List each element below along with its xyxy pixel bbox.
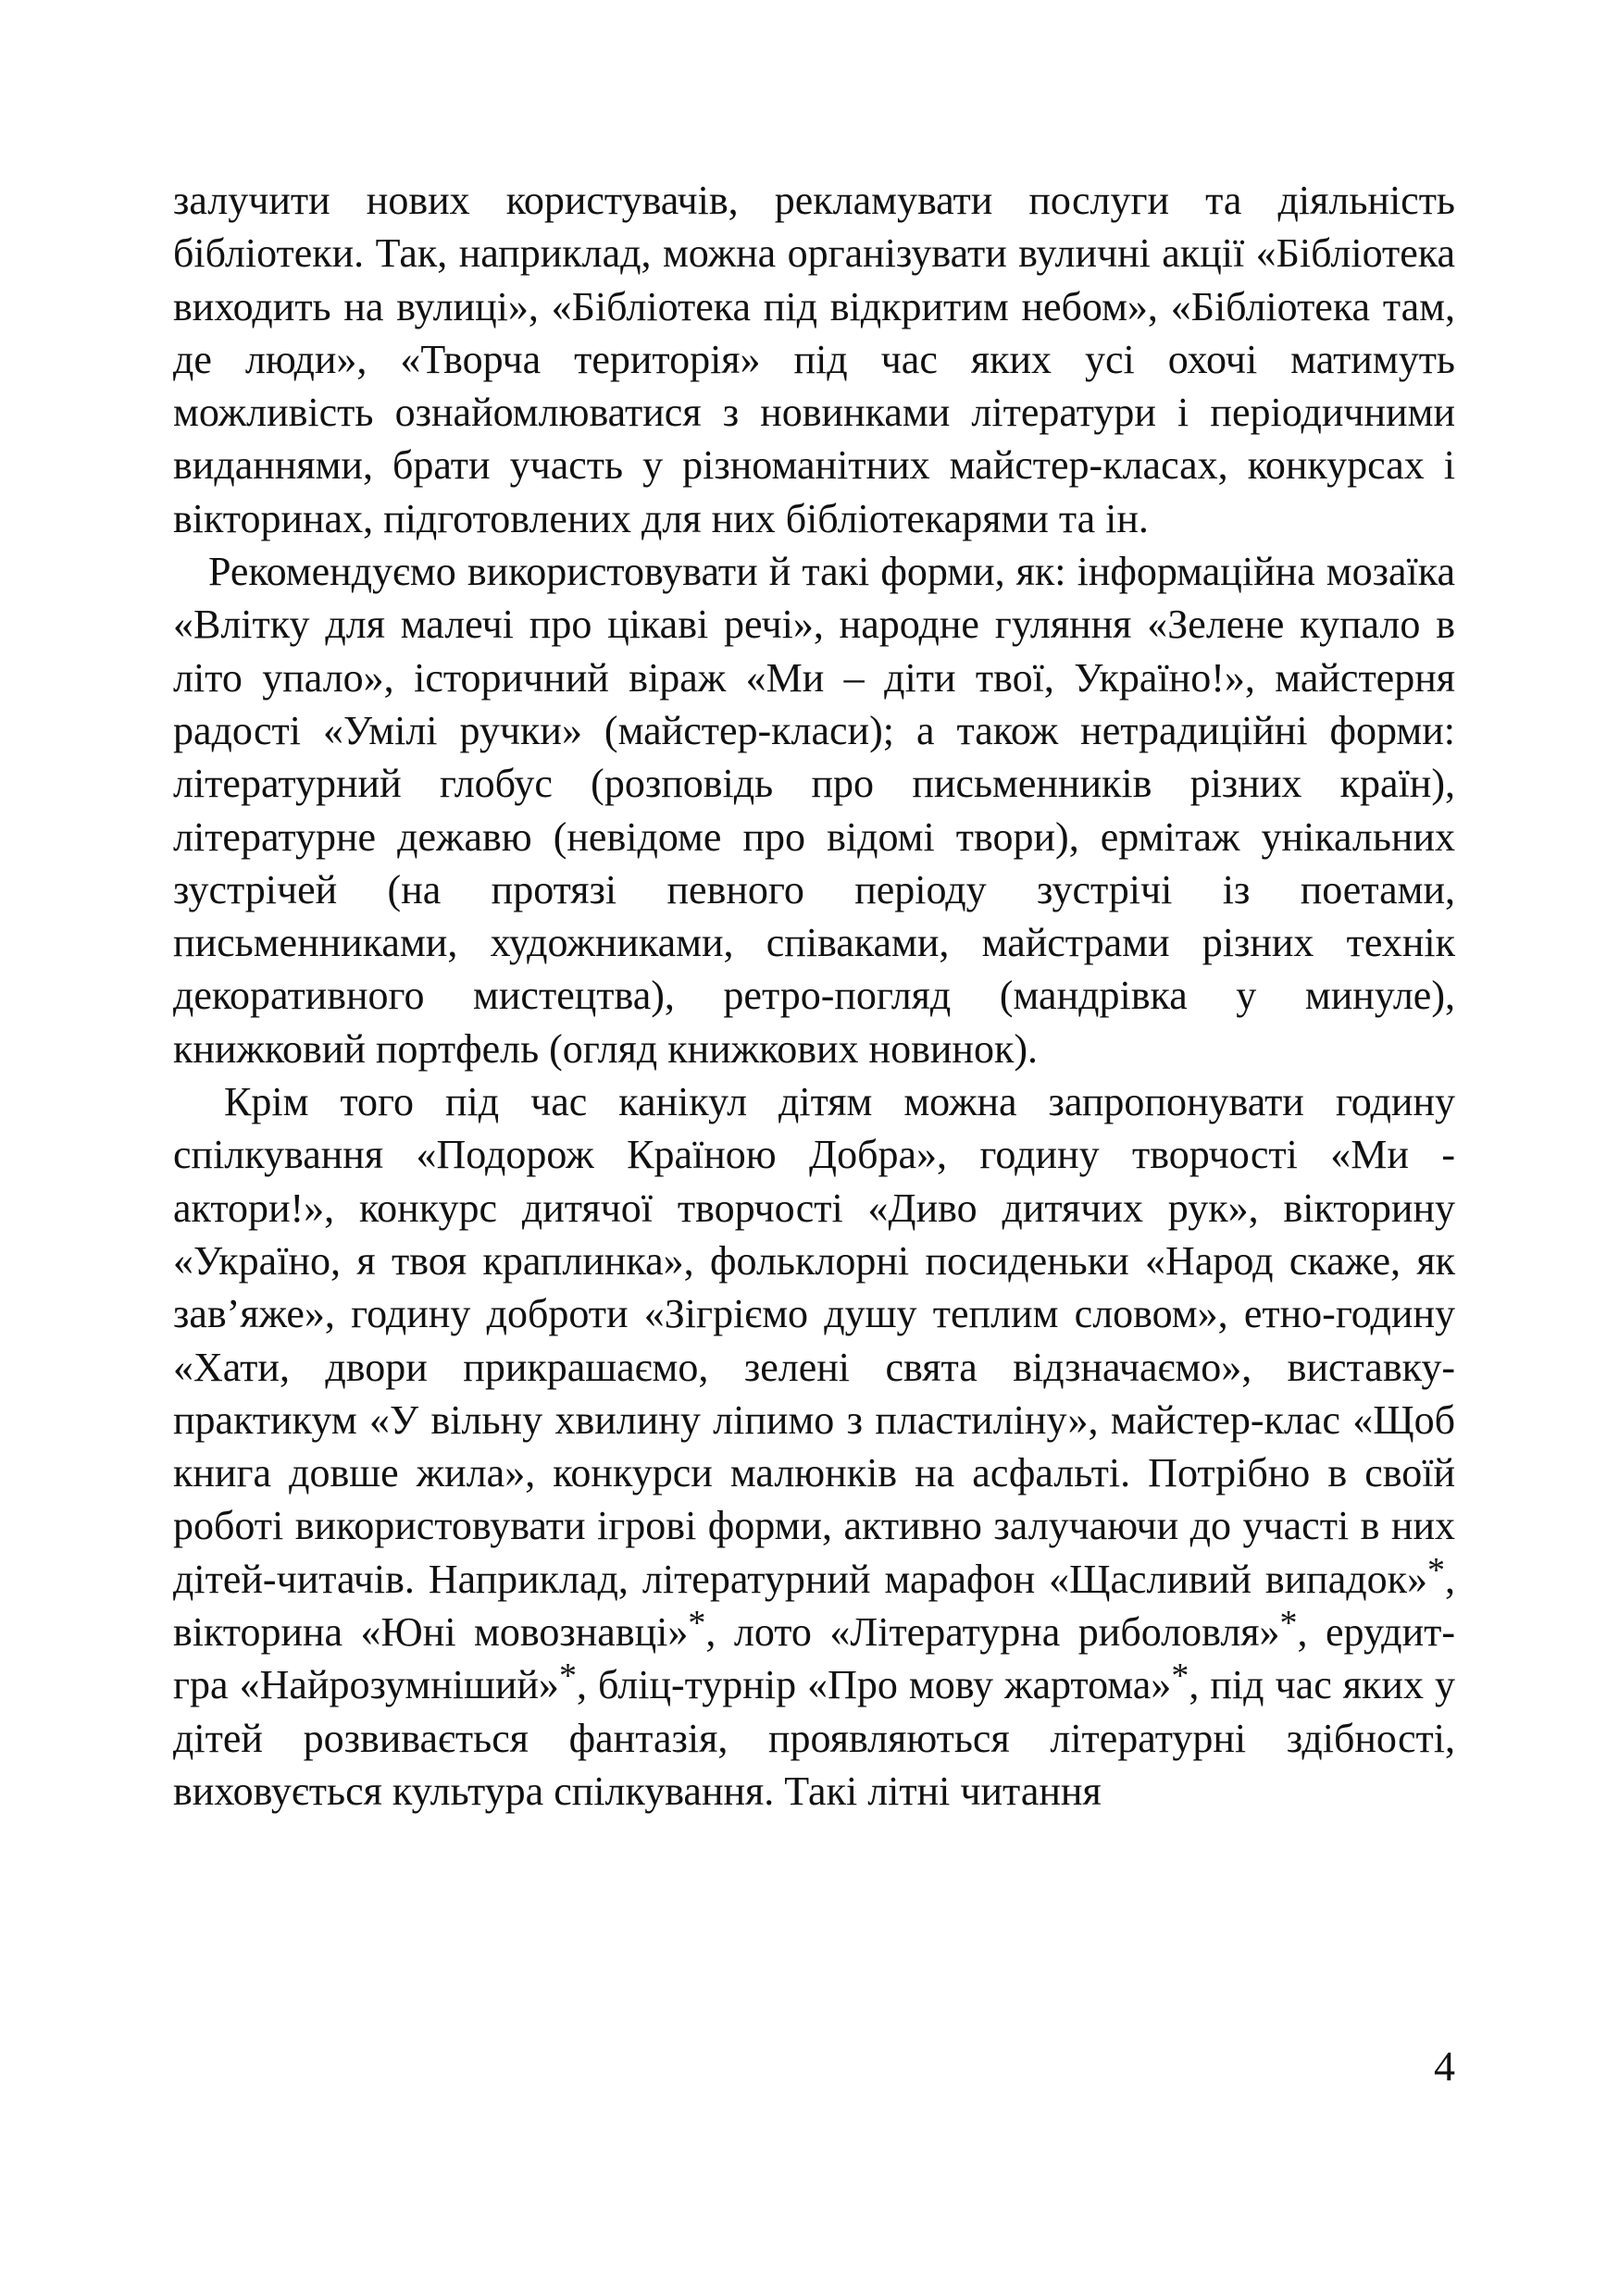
asterisk-mark: *: [1171, 1657, 1189, 1696]
paragraph-3-part-6: , під час яких у дітей розвивається фантазія, проявляються літературні здібності, виховується культура спілкування. Такі літні читання: [173, 1662, 1455, 1814]
paragraph-3-part-1: Крім того під час канікул дітям можна запропонувати годину спілкування «Подорож Країною Добра», годину творчості «Ми - актори!», конкурс дитячої творчості «Диво дитячих рук», вікторину «Україно, я твоя краплинка», фольклорні посиденьки «Народ скаже, як зав’яже», годину доброти «Зігріємо душу теплим словом», етно-годину «Хати, двори прикрашаємо, зелені свята відзначаємо», виставку-практикум «У вільну хвилину ліпимо з пластиліну», майстер-клас «Щоб книга довше жила», конкурси малюнків на асфальті. Потрібно в своїй роботі використовувати ігрові форми, активно залучаючи до участі в них дітей-читачів. Наприклад, літературний марафон «Щасливий випадок»: [173, 1079, 1455, 1602]
body-text: [173, 174, 1455, 1818]
paragraph-3-part-2: , вікторина «Юні мовознавці»: [173, 1556, 1455, 1656]
paragraph-1: залучити нових користувачів, рекламувати послуги та діяльність бібліотеки. Так, наприклад, можна організувати вуличні акції «Бібліотека виходить на вулиці», «Бібліотека під відкритим небом», «Бібліотека там, де люди», «Творча територія» під час яких усі охочі матимуть можливість ознайомлюватися з новинками літератури і періодичними виданнями, брати участь у різноманітних майстер-класах, конкурсах і вікторинах, підготовлених для них бібліотекарями та ін.: [173, 178, 1455, 541]
paragraph-3-part-3: , лото «Літературна риболовля»: [705, 1609, 1280, 1656]
paragraph-3-part-5: , бліц-турнір «Про мову жартома»: [576, 1662, 1172, 1708]
paragraph-3: [173, 1075, 1455, 1818]
asterisk-mark: *: [1427, 1550, 1445, 1590]
asterisk-mark: *: [688, 1604, 706, 1644]
asterisk-mark: *: [1279, 1604, 1298, 1644]
paragraph-3-part-4: , ерудит-гра «Найрозумніший»: [173, 1609, 1455, 1708]
page-number: 4: [1434, 2042, 1455, 2090]
asterisk-mark: *: [558, 1657, 577, 1696]
paragraph-2: Рекомендуємо використовувати й такі форми, як: інформаційна мозаїка «Влітку для малечі про цікаві речі», народне гуляння «Зелене купало в літо упало», історичний віраж «Ми – діти твої, Україно!», майстерня радості «Умілі ручки» (майстер-класи); а також нетрадиційні форми: літературний глобус (розповідь про письменників різних країн), літературне дежавю (невідоме про відомі твори), ермітаж унікальних зустрічей (на протязі певного періоду зустрічі із поетами, письменниками, художниками, співаками, майстрами різних технік декоративного мистецтва), ретро-погляд (мандрівка у минуле), книжковий портфель (огляд книжкових новинок).: [173, 549, 1455, 1072]
